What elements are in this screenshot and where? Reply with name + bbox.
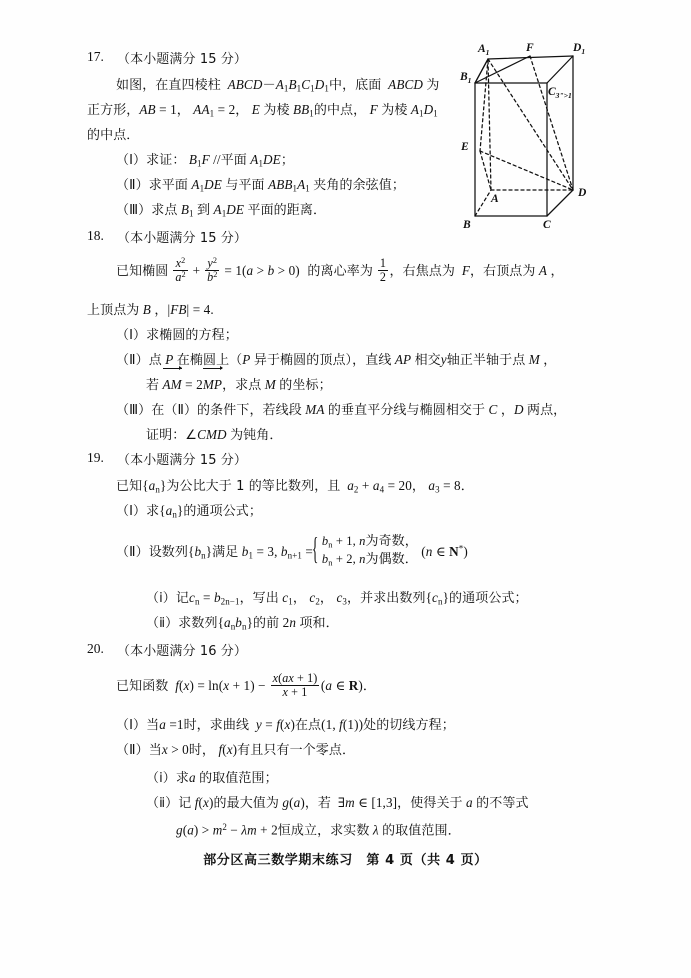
problem-19-header: （本小题满分 15 分） (117, 453, 248, 468)
problem-18-part-2b: 若 AM = 2MP，求点 M 的坐标； (146, 372, 332, 398)
problem-18-number: 18. (87, 228, 104, 243)
problem-17-part-3: （Ⅲ）求点 B1 到 A1DE 平面的距离． (116, 202, 327, 219)
problem-17-part-2: （Ⅱ）求平面 A1DE 与平面 ABB1A1 夹角的余弦值； (116, 177, 405, 194)
figure-label-A: A (491, 193, 499, 205)
figure-label-D1: $D_1$ (573, 42, 586, 56)
problem-20-part-2: （Ⅱ）当x > 0时， f(x)有且只有一个零点． (116, 742, 356, 758)
problem-17-part-1: （Ⅰ）求证： B1F //平面 A1DE； (116, 152, 294, 169)
problem-17-number: 17. (87, 49, 104, 64)
problem-18-part-2: （Ⅱ）点 P 在椭圆上（P 异于椭圆的顶点），直线 AP 相交y轴正半轴于点 M ， (116, 352, 557, 368)
problem-17-header: （本小题满分 15 分） (117, 52, 248, 67)
figure-label-E: E (461, 141, 469, 153)
problem-18-part-3b: 证明：∠CMD 为钝角． (146, 427, 283, 443)
problem-19-number: 19. (87, 450, 104, 465)
figure-label-A1: $A_1$ (478, 43, 490, 57)
problem-20-part-2i: （ⅰ）求a 的取值范围； (146, 770, 278, 786)
problem-18-part-3: （Ⅲ）在（Ⅱ）的条件下，若线段 MA 的垂直平分线与椭圆相交于 C ，D 两点， (116, 402, 567, 418)
problem-20-part-1: （Ⅰ）当a =1时，求曲线 y = f(x)在点(1, f(1))处的切线方程； (116, 717, 455, 733)
problem-19-part-2i: （ⅰ）记cn = b2n−1，写出 c1， c2， c3，并求出数列{cn}的通项公式； (146, 590, 528, 607)
figure-label-B1: $B_1$ (460, 71, 472, 85)
problem-20-part-2ii: （ⅱ）记 f(x)的最大值为 g(a)，若 ∃m ∈ [1,3]，使得关于 a 的不等式 (146, 795, 529, 811)
problem-19-part-2: （Ⅱ）设数列{bn}满足 b1 = 3, bn+1 = { bn + 1, n为奇数， bn + 2, n为偶数． (n ∈ N*) (116, 533, 468, 569)
piecewise-case-2: bn + 2, n为偶数． (321, 551, 418, 568)
problem-18-part-1: （Ⅰ）求椭圆的方程； (116, 328, 238, 343)
problem-19-body-line1: 已知{an}为公比大于 1 的等比数列，且 a2 + a4 = 20， a3 = 8． (116, 478, 474, 495)
figure-label-B: B (463, 219, 471, 231)
problem-18-body-line2: 上顶点为 B ，|FB| = 4. (87, 302, 214, 318)
problem-20-part-2ii-b: $g(a) > m^2 - \lambda m + 2$恒成立，求实数 λ 的取值范围． (176, 822, 461, 839)
figure-label-C1: $C_{3">1}$ (548, 86, 572, 100)
prism-figure (455, 38, 605, 233)
problem-20-header: （本小题满分 16 分） (117, 644, 248, 659)
problem-17-body-line3: 的中点． (87, 128, 140, 143)
problem-19-part-2ii: （ⅱ）求数列{anbn}的前 2n 项和． (146, 615, 339, 632)
figure-label-F: F (526, 42, 534, 54)
problem-17-body-line2: 正方形，AB = 1， AA1 = 2， E 为棱 BB1的中点， F 为棱 A1D1 (87, 102, 438, 119)
page-footer: 部分区高三数学期末练习 第 4 页（共 4 页） (203, 853, 488, 868)
problem-17-body-line1: 如图，在直四棱柱 ABCD－A1B1C1D1中，底面 ABCD 为 (116, 77, 440, 94)
piecewise-cases (313, 533, 418, 569)
problem-20-number: 20. (87, 641, 104, 656)
problem-19-part-1: （Ⅰ）求{an}的通项公式； (116, 503, 263, 520)
figure-label-D: D (578, 187, 587, 199)
problem-18-header: （本小题满分 15 分） (117, 231, 248, 246)
piecewise-case-1: { bn + 1, n为奇数， (321, 534, 418, 550)
problem-20-body-line1: 已知函数 f(x) = ln(x + 1) − $\frac{x(ax + 1)}{x + 1}$ (a ∈ R)． (116, 671, 377, 700)
problem-18-body-line1: 已知椭圆 $\frac{x^2}{a^2}$ + $\frac{y^2}{b^2}$ = 1(a > b > 0) 的离心率为 $\frac{1}{2}$ ，右焦点为 F，右顶点为 A ， (116, 256, 564, 285)
figure-label-C: C (543, 219, 551, 231)
